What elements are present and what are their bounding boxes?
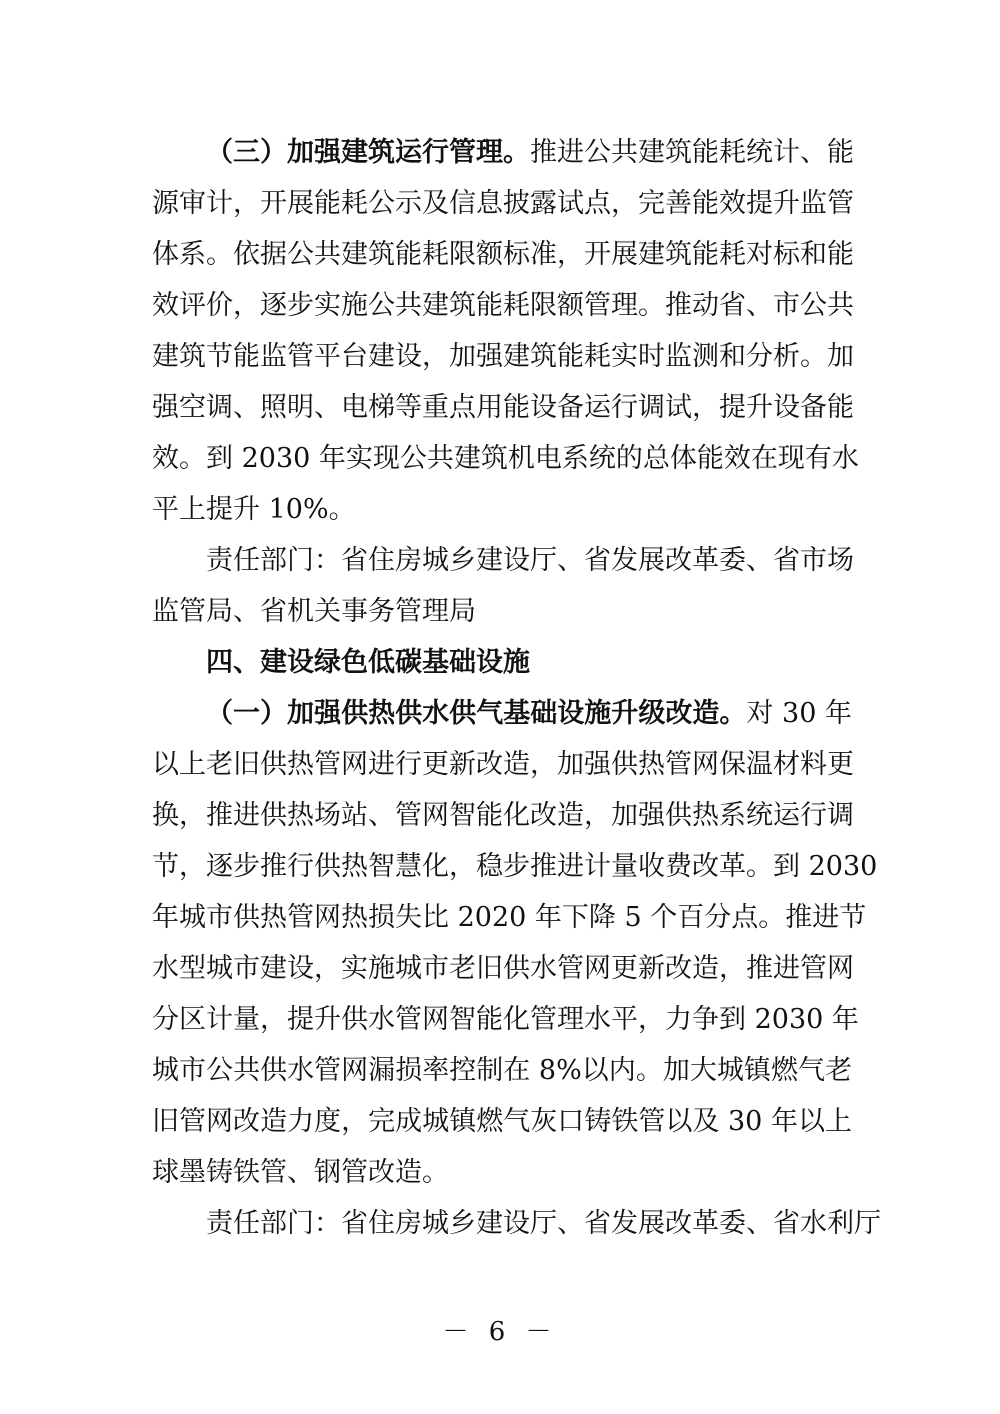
section-3-line-7: 平上提升 10%。 xyxy=(152,494,356,525)
section-4-1-line-1: 以上老旧供热管网进行更新改造，加强供热管网保温材料更 xyxy=(152,749,854,780)
section-3-first-line xyxy=(206,127,852,179)
section-4-1-first-line xyxy=(206,688,852,740)
section-3-line-1: 源审计，开展能耗公示及信息披露试点，完善能效提升监管 xyxy=(152,188,854,219)
section-4-1-line-2: 换，推进供热场站、管网智能化改造，加强供热系统运行调 xyxy=(152,800,854,831)
section-3-responsible-line-0: 责任部门：省住房城乡建设厅、省发展改革委、省市场 xyxy=(206,545,854,576)
section-4-1-line-7: 城市公共供水管网漏损率控制在 8%以内。加大城镇燃气老 xyxy=(152,1055,852,1086)
section-4-1-responsible: 责任部门：省住房城乡建设厅、省发展改革委、省水利厅 xyxy=(206,1208,881,1239)
section-3-line-4: 建筑节能监管平台建设，加强建筑能耗实时监测和分析。加 xyxy=(152,341,854,372)
section-3-line-2: 体系。依据公共建筑能耗限额标准，开展建筑能耗对标和能 xyxy=(152,239,854,270)
section-4-1-line-4: 年城市供热管网热损失比 2020 年下降 5 个百分点。推进节 xyxy=(152,902,867,933)
section-4-1-line-6: 分区计量，提升供水管网智能化管理水平，力争到 2030 年 xyxy=(152,1004,859,1035)
section-4-1-line-0: 对 30 年 xyxy=(746,698,853,729)
section-4-1-line-3: 节，逐步推行供热智慧化，稳步推进计量收费改革。到 2030 xyxy=(152,851,878,882)
part-4-heading: 四、建设绿色低碳基础设施 xyxy=(206,647,530,678)
section-3-line-6: 效。到 2030 年实现公共建筑机电系统的总体能效在现有水 xyxy=(152,443,859,474)
section-3-line-3: 效评价，逐步实施公共建筑能耗限额管理。推动省、市公共 xyxy=(152,290,854,321)
section-4-1-line-9: 球墨铸铁管、钢管改造。 xyxy=(152,1157,449,1188)
section-4-1-line-8: 旧管网改造力度，完成城镇燃气灰口铸铁管以及 30 年以上 xyxy=(152,1106,852,1137)
section-3-line-0: 推进公共建筑能耗统计、能 xyxy=(530,137,854,168)
section-4-1-title: （一）加强供热供水供气基础设施升级改造。 xyxy=(206,698,747,729)
page-number: － 6 － xyxy=(442,1317,558,1347)
section-3-line-5: 强空调、照明、电梯等重点用能设备运行调试，提升设备能 xyxy=(152,392,854,423)
section-3-responsible-line-1: 监管局、省机关事务管理局 xyxy=(152,596,476,627)
section-3-title: （三）加强建筑运行管理。 xyxy=(206,137,530,168)
section-4-1-line-5: 水型城市建设，实施城市老旧供水管网更新改造，推进管网 xyxy=(152,953,854,984)
